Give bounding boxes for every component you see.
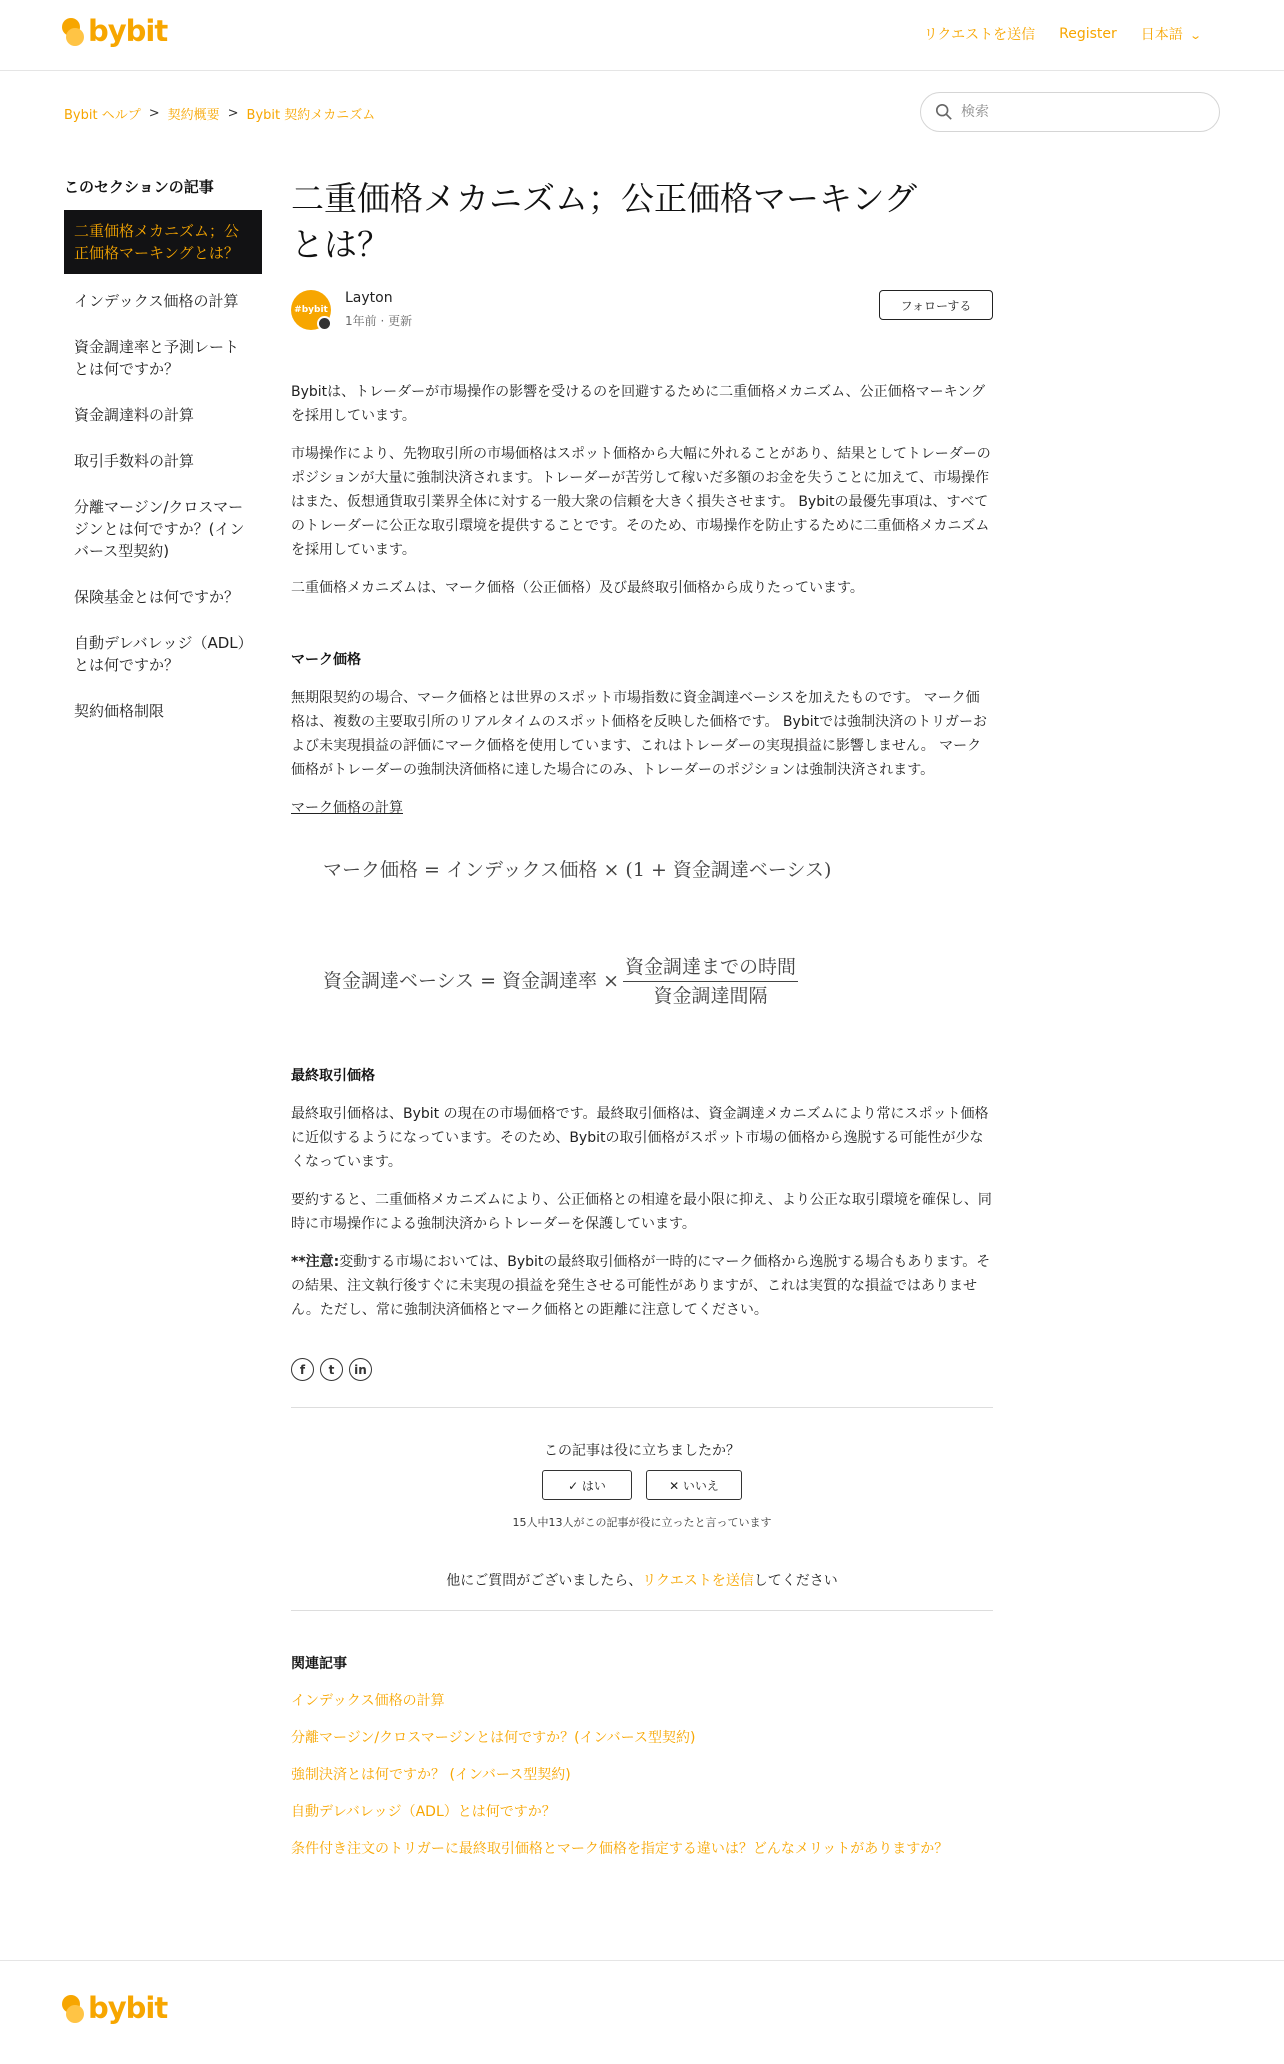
related-articles [291,1690,993,1858]
breadcrumb-separator: > [148,106,160,121]
fraction-numerator: 資金調達までの時間 [623,955,798,982]
paragraph: 市場操作により、先物取引所の市場価格はスポット価格から大幅に外れることがあり、結果としてトレーダーのポジションが大量に強制決済されます。トレーダーが苦労して稼いだ多額のお金を失うことに加えて、市場操作はまた、仮想通貨取引業界全体に対する一般大衆の信頼を大きく損失させます。 Bybitの最優先事項は、すべてのトレーダーに公正な取引環境を提供することです。そのため、市場操作を防止するために二重価格メカニズムを採用しています。 [291,446,991,558]
sidebar-item-funding-fee[interactable]: 資金調達料の計算 [74,406,195,424]
sidebar-item-funding-rate[interactable]: 資金調達率と予測レートとは何ですか？ [74,338,240,378]
sidebar-item-index-price[interactable]: インデックス価格の計算 [74,292,239,310]
article-title: 二重価格メカニズム；公正価格マーキングとは？ [291,179,918,264]
chevron-down-icon: ⌄ [1188,29,1202,42]
article-body [291,380,993,1322]
related-articles-title: 関連記事 [291,1656,347,1672]
bybit-coin-icon [62,1991,86,2025]
author-name: Layton [345,290,393,306]
divider [291,1407,993,1408]
fraction-denominator: 資金調達間隔 [653,984,768,1007]
sidebar-item-price-limit[interactable]: 契約価格制限 [74,702,165,720]
avatar-text: #bybit [294,305,328,315]
author-info [291,290,993,334]
bybit-coin-icon [62,14,86,48]
related-article-link[interactable]: 条件付き注文のトリガーに最終取引価格とマーク価格を指定する違いは？どんなメリットがありますか？ [291,1841,949,1857]
breadcrumb-contract-mechanism[interactable]: Bybit 契約メカニズム [246,108,376,123]
agent-badge-icon [317,316,332,331]
related-article-link[interactable]: インデックス価格の計算 [291,1693,445,1709]
note-text: 変動する市場においては、Bybitの最終取引価格が一時的にマーク価格から逸脱する場合もあります。その結果、注文執行後すぐに未実現の損益を発生させる可能性がありますが、これは実質的な損益ではありません。ただし、常に強制決済価格とマーク価格との距離に注意してください。 [291,1254,991,1318]
vote-yes-button[interactable]: ✓ はい [542,1470,632,1500]
share-links [291,1358,993,1381]
mark-price-formula: マーク価格 = インデックス価格 × (1 + 資金調達ベーシス) [323,859,832,881]
related-article-link[interactable]: 自動デレバレッジ（ADL）とは何ですか？ [291,1804,556,1820]
formula-fraction [623,955,798,1008]
breadcrumb-contract-overview[interactable]: 契約概要 [167,108,220,123]
funding-basis-formula [323,946,993,1016]
more-questions [291,1570,993,1590]
header-nav [924,24,1200,44]
vote-no-button[interactable]: ✕ いいえ [646,1470,742,1500]
more-prefix: 他にご質問がございましたら、 [446,1573,643,1589]
vote-count: 15人中13人がこの記事が役に立ったと言っています [512,1516,772,1529]
search-icon [935,103,953,121]
language-label: 日本語 [1140,27,1183,43]
sidebar-item-dual-price[interactable]: 二重価格メカニズム；公正価格マーキングとは？ [64,210,262,274]
language-selector[interactable] [1141,24,1200,44]
divider [291,1610,993,1611]
bybit-logo[interactable] [62,14,167,48]
sidebar-item-trading-fee[interactable]: 取引手数料の計算 [74,452,195,470]
related-article-link[interactable]: 分離マージン/クロスマージンとは何ですか？(インバース型契約) [291,1730,696,1746]
footer-bybit-logo[interactable] [62,1991,167,2025]
vote-buttons [291,1470,993,1500]
logo-text: bybit [88,14,168,48]
register-link[interactable]: Register [1059,26,1117,42]
paragraph: 無期限契約の場合、マーク価格とは世界のスポット市場指数に資金調達ベーシスを加えたものです。 マーク価格は、複数の主要取引所のリアルタイムのスポット価格を反映した価格です。 Bybitでは強制決済のトリガーおよび未実現損益の評価にマーク価格を使用しています、これはトレーダーの実現損益に影響しません。 マーク価格がトレーダーの強制決済価格に達した場合にのみ、トレーダーのポジションは強制決済されます。 [291,690,987,778]
paragraph: Bybitは、トレーダーが市場操作の影響を受けるのを回避するために二重価格メカニズム、公正価格マーキングを採用しています。 [291,384,986,424]
calc-label: マーク価格の計算 [291,800,403,816]
submit-request-link[interactable]: リクエストを送信 [923,27,1036,43]
follow-button[interactable]: フォローする [879,290,993,320]
sidebar-item-margin-mode[interactable]: 分離マージン/クロスマージンとは何ですか？(インバース型契約) [74,498,245,560]
breadcrumb-help[interactable]: Bybit ヘルプ [64,108,141,123]
logo-text: bybit [88,1991,168,2025]
heading-last-traded-price: 最終取引価格 [291,1068,375,1084]
heading-mark-price: マーク価格 [291,652,361,668]
submit-request-inline-link[interactable]: リクエストを送信 [642,1573,754,1589]
sidebar-item-insurance-fund[interactable]: 保険基金とは何ですか？ [74,588,240,606]
note-label: **注意: [291,1254,340,1270]
formula-lhs: 資金調達ベーシス = 資金調達率 × [323,970,620,992]
sidebar-item-adl[interactable]: 自動デレバレッジ（ADL）とは何ですか？ [74,634,246,674]
paragraph: 二重価格メカニズムは、マーク価格（公正価格）及び最終取引価格から成りたっています。 [291,580,864,596]
article [291,176,993,1858]
linkedin-icon[interactable]: in [349,1358,372,1381]
breadcrumb [64,104,375,123]
site-footer [0,1960,1284,2064]
related-article-link[interactable]: 強制決済とは何ですか？ (インバース型契約) [291,1767,571,1783]
site-header [0,0,1284,71]
paragraph: 最終取引価格は、Bybit の現在の市場価格です。最終取引価格は、資金調達メカニズムにより常にスポット価格に近似するようになっています。そのため、Bybitの取引価格がスポット市場の価格から逸脱する可能性が少なくなっています。 [291,1106,989,1170]
note-paragraph [291,1250,993,1322]
search-box[interactable] [920,92,1220,132]
article-meta: 1年前 · 更新 [345,314,413,328]
sidebar-title: このセクションの記事 [64,178,214,196]
more-suffix: してください [753,1573,838,1589]
paragraph: 要約すると、二重価格メカニズムにより、公正価格との相違を最小限に抑え、より公正な取引環境を確保し、同時に市場操作による強制決済からトレーダーを保護しています。 [291,1192,992,1232]
article-vote [291,1440,993,1530]
breadcrumb-separator: > [227,106,239,121]
section-sidebar [64,176,262,738]
facebook-icon[interactable]: f [291,1358,314,1381]
twitter-icon[interactable]: t [320,1358,343,1381]
vote-question: この記事は役に立ちましたか？ [544,1443,740,1459]
search-input[interactable] [961,104,1201,120]
